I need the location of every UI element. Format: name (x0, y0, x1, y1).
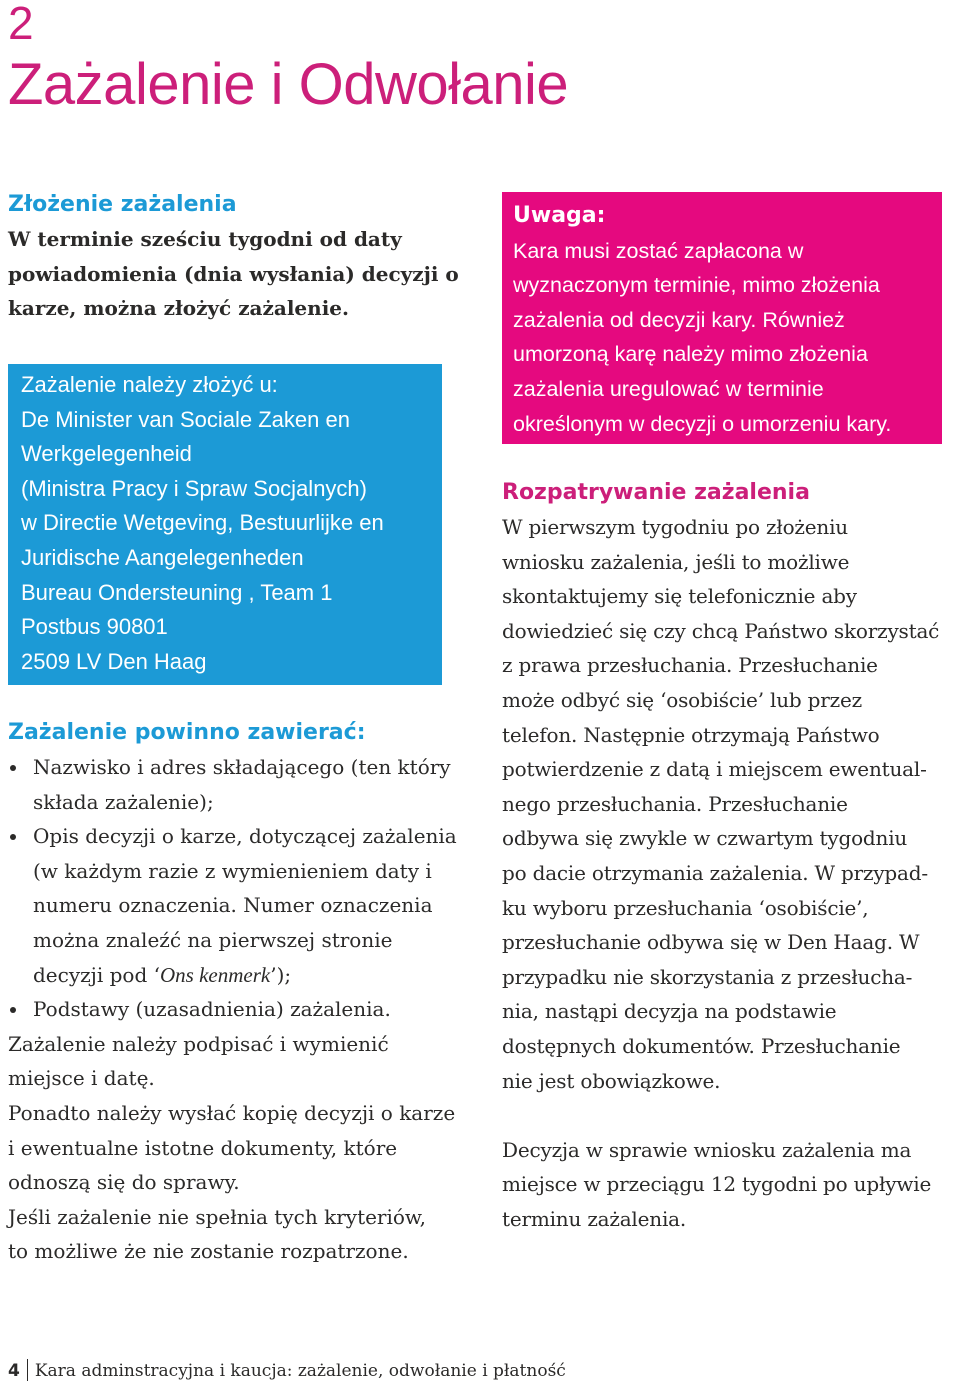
list-item-line: składa zażalenie); (33, 789, 214, 814)
list-item (8, 819, 478, 992)
body-line: po dacie otrzymania zażalenia. W przypad- (502, 860, 928, 885)
review-section (502, 476, 960, 1236)
notice-line: zażalenia od decyzji kary. Również (513, 307, 845, 332)
body-line: dowiedzieć się czy chcą Państwo skorzystać (502, 618, 940, 643)
list-item-line: numeru oznaczenia. Numer oznaczenia (33, 893, 433, 918)
intro-line: karze, można złożyć zażalenie. (8, 296, 349, 321)
body-line: skontaktujemy się telefonicznie aby (502, 584, 857, 609)
address-box (8, 364, 442, 685)
list-item-line (33, 958, 478, 993)
body-line: wniosku zażalenia, jeśli to możliwe (502, 549, 850, 574)
page-footer (8, 1358, 566, 1384)
decision-line: miejsce w przeciągu 12 tygodni po upływie (502, 1172, 932, 1197)
closing-line: odnoszą się do sprawy. (8, 1170, 240, 1195)
decision-line: Decyzja w sprawie wniosku zażalenia ma (502, 1137, 912, 1162)
bullet-icon (10, 1007, 16, 1013)
address-line: Zażalenie należy złożyć u: (21, 372, 278, 397)
reference-label: Ons kenmerk (160, 962, 271, 987)
page-title: Zażalenie i Odwołanie (8, 52, 569, 117)
chapter-number: 2 (8, 0, 34, 49)
list-item-line: Nazwisko i adres składającego (ten który (33, 755, 451, 779)
body-line: telefon. Następnie otrzymają Państwo (502, 722, 880, 747)
requirements-section (8, 716, 478, 1269)
bullet-icon (10, 834, 16, 840)
section-heading-contents: Zażalenie powinno zawierać: (8, 720, 366, 745)
notice-line: zażalenia uregulować w terminie (513, 376, 824, 401)
list-item (8, 992, 478, 1027)
address-line: De Minister van Sociale Zaken en (21, 406, 350, 432)
list-item (8, 750, 478, 819)
section-heading-filing: Złożenie zażalenia (8, 192, 237, 217)
notice-line: określonym w decyzji o umorzeniu kary. (513, 411, 892, 436)
text-run: decyzji pod ‘ (33, 962, 160, 987)
notice-line: umorzoną karę należy mimo złożenia (513, 342, 868, 367)
section-heading-review: Rozpatrywanie zażalenia (502, 480, 810, 505)
address-line: Postbus 90801 (21, 614, 168, 640)
paragraph-gap (502, 1098, 960, 1133)
closing-line: Zażalenie należy podpisać i wymienić (8, 1031, 389, 1056)
page-number: 4 (8, 1361, 20, 1381)
body-line: dostępnych dokumentów. Przesłuchanie (502, 1033, 901, 1058)
body-line: z prawa przesłuchania. Przesłuchanie (502, 653, 878, 678)
text-run: ’); (270, 962, 292, 987)
intro-line: W terminie sześciu tygodni od daty (8, 227, 402, 251)
address-line: Werkgelegenheid (21, 441, 192, 467)
address-line: Juridische Aangelegenheden (21, 544, 304, 570)
body-line: nego przesłuchania. Przesłuchanie (502, 791, 848, 816)
body-line: odbywa się zwykle w czwartym tygodniu (502, 826, 908, 851)
footer-text: Kara adminstracyjna i kaucja: zażalenie, odwołanie i płatność (34, 1361, 566, 1381)
body-line: nia, nastąpi decyzja na podstawie (502, 999, 837, 1024)
address-line: (Ministra Pracy i Spraw Socjalnych) (21, 475, 367, 501)
list-item-line: Opis decyzji o karze, dotyczącej zażalenia (33, 824, 457, 849)
body-line: W pierwszym tygodniu po złożeniu (502, 515, 848, 539)
closing-line: Ponadto należy wysłać kopię decyzji o karze (8, 1100, 456, 1125)
address-line: 2509 LV Den Haag (21, 648, 207, 674)
list-item-line: (w każdym razie z wymienieniem daty i (33, 858, 432, 883)
body-line: nie jest obowiązkowe. (502, 1068, 721, 1093)
body-line: ku wyboru przesłuchania ‘osobiście’, (502, 895, 869, 920)
notice-line: wyznaczonym terminie, mimo złożenia (513, 273, 880, 298)
notice-line: Kara musi zostać zapłacona w (513, 238, 804, 263)
body-line: potwierdzenie z datą i miejscem ewentual- (502, 757, 927, 782)
footer-divider (27, 1359, 28, 1381)
notice-box (502, 192, 942, 444)
notice-title: Uwaga: (513, 203, 606, 228)
closing-line: Jeśli zażalenie nie spełnia tych kryteriów, (8, 1204, 427, 1229)
body-line: przypadku nie skorzystania z przesłucha- (502, 964, 913, 989)
bullet-icon (10, 765, 16, 771)
requirements-list (8, 750, 478, 1027)
closing-line: i ewentualne istotne dokumenty, które (8, 1135, 398, 1160)
closing-line: to możliwe że nie zostanie rozpatrzone. (8, 1239, 409, 1264)
list-item-line: Podstawy (uzasadnienia) zażalenia. (33, 997, 391, 1022)
intro-line: powiadomienia (dnia wysłania) decyzji o (8, 261, 459, 286)
intro-section (8, 188, 478, 326)
decision-line: terminu zażalenia. (502, 1206, 687, 1231)
body-line: przesłuchanie odbywa się w Den Haag. W (502, 930, 920, 955)
list-item-line: można znaleźć na pierwszej stronie (33, 927, 393, 952)
body-line: może odbyć się ‘osobiście’ lub przez (502, 687, 862, 712)
address-line: Bureau Ondersteuning , Team 1 (21, 579, 333, 605)
closing-line: miejsce i datę. (8, 1066, 155, 1091)
address-line: w Directie Wetgeving, Bestuurlijke en (21, 510, 384, 536)
